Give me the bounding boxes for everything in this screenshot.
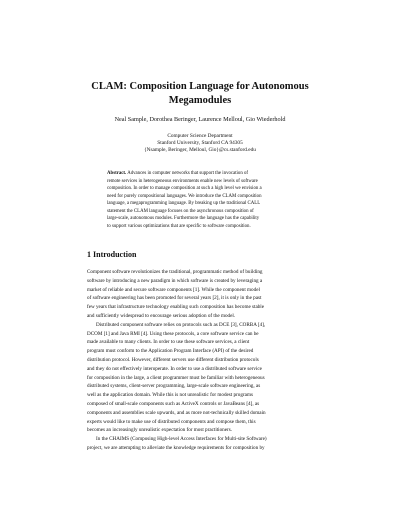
body-line: project, we are attempting to alleviate the knowledge requirements for composition by: [87, 444, 265, 451]
body-line: few years that infrastructure technology enabling such composition has become stable: [87, 304, 265, 311]
body-line: Distributed component software relies on protocols such as DCE [3], CORBA [4],: [96, 321, 266, 328]
body-line: Component software revolutionizes the traditional, programmatic method of building: [87, 269, 263, 275]
body-line: In the CHAIMS (Composing High-level Access Interfaces for Multi-site Software): [96, 436, 267, 443]
abstract-line: composition. In order to manage composition at such a high level we envision a: [107, 186, 262, 191]
section-heading: 1 Introduction: [87, 250, 137, 259]
body-line: experts would like to make use of distributed components and compose them, this: [87, 418, 256, 425]
body-line: of software engineering has been promoted for several years [2], it is only in the past: [87, 295, 262, 302]
abstract-label: Abstract.: [107, 171, 127, 176]
body-line: composed of small-scale components such as ActiveX controls or JavaBeans [4], as: [87, 400, 260, 407]
body-line: program must conform to the Application Program Interface (API) of the desired: [87, 348, 254, 355]
body-line: and sufficiently widespread to encourage serious adoption of the model.: [87, 312, 236, 319]
abstract-line: large-scale, autonomous modules. Furthermore the language has the capability: [107, 216, 260, 221]
abstract-line: need for purely compositional languages. We introduce the CLAM composition: [107, 193, 262, 199]
abstract-line: statement the CLAM language focuses on the asynchronous composition of: [107, 208, 254, 214]
abstract: [107, 170, 293, 230]
title-line-2: Megamodules: [168, 95, 232, 106]
title-line-1: CLAM: Composition Language for Autonomous: [91, 81, 309, 92]
body-line: components and assemblies scale upwards, and as more not-technically skilled domain: [87, 409, 266, 416]
affiliation-univ: Stanford University, Stanford CA 94305: [157, 140, 243, 146]
body-line: DCOM [1] and Java RMI [4]. Using these protocols, a core software service can be: [87, 330, 259, 337]
body-line: well as the application domain. While this is not unrealistic for modest programs: [87, 392, 253, 399]
body-line: made available to many clients. In order to use these software services, a client: [87, 339, 250, 346]
abstract-line: language, a megaprogramming language. By breaking up the traditional CALL: [107, 201, 261, 206]
abstract-line: to support various optimizations that are specific to software composition.: [107, 223, 251, 229]
body-line: distributed systems, client-server programming, large-scale software engineering, as: [87, 383, 261, 390]
affiliation-dept: Computer Science Department: [167, 133, 233, 139]
body-line: for composition in the large, a client programmer must be familiar with heterogeneous: [87, 374, 265, 381]
abstract-line: Abstract. Advances in computer networks that support the invocation of: [107, 171, 248, 176]
body-line: and they do not effectively interoperate. In order to use a distributed software service: [87, 365, 262, 372]
authors: Neal Sample, Dorothea Beringer, Laurence Melloul, Gio Wiederhold: [114, 116, 286, 123]
abstract-line: remote services in heterogeneous environments enable new levels of software: [107, 178, 258, 184]
body-line: software by introducing a new paradigm in which software is created by leveraging a: [87, 277, 263, 284]
body-line: becomes an increasingly unrealistic expectation for most practitioners.: [87, 427, 233, 434]
affiliation-emails: {Nsample, Beringer, Melloul, Gio}@cs.stanford.edu: [144, 147, 256, 153]
affiliation: [80, 133, 320, 154]
body-line: distribution protocol. However, different servers use different distribution protocols: [87, 356, 259, 363]
body-text: [87, 268, 313, 453]
paper-title: [70, 80, 330, 108]
body-line: market of reliable and secure software components [1]. While the component model: [87, 286, 260, 293]
